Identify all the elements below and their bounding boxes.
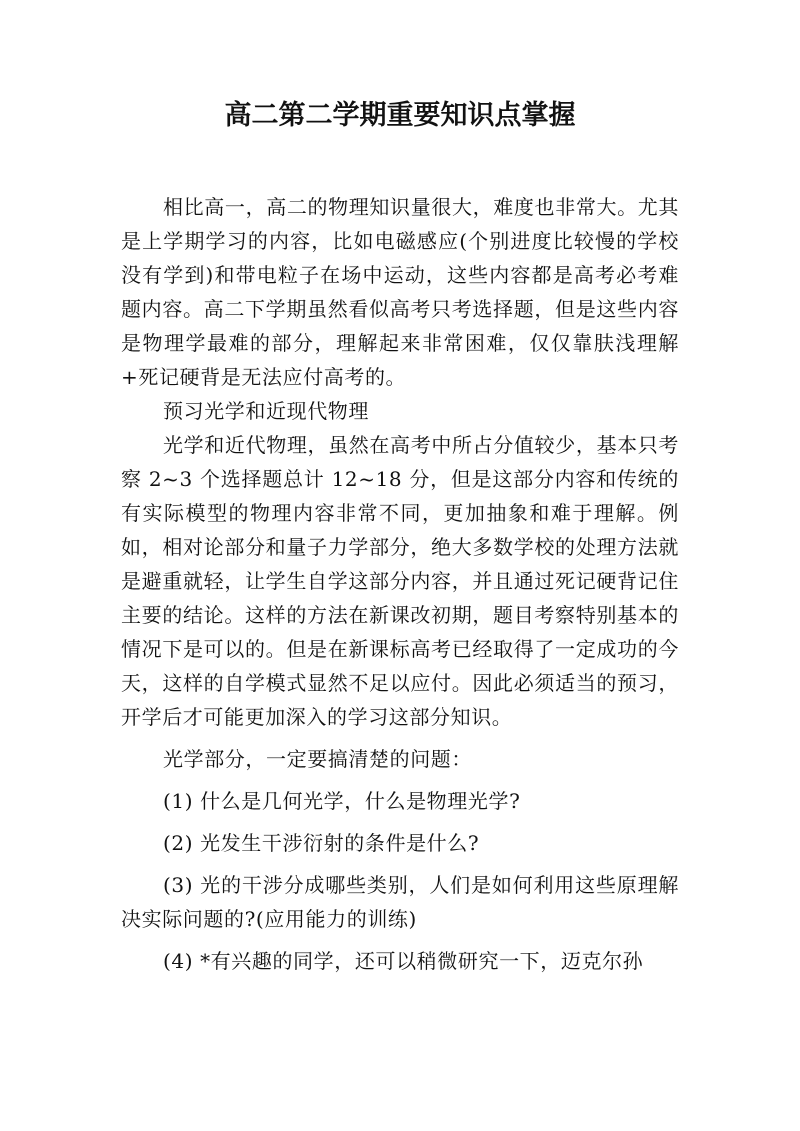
list-item-question-1: (1) 什么是几何光学，什么是物理光学? bbox=[163, 789, 521, 813]
paragraph-intro: 相比高一，高二的物理知识量很大，难度也非常大。尤其是上学期学习的内容，比如电磁感应(个别进度比较慢的学校没有学到)和带电粒子在场中运动，这些内容都是高考必考难题内容。高二下学期虽然看似高考只考选择题，但是这些内容是物理学最难的部分，理解起来非常困难，仅仅靠肤浅理解+死记硬背是无法应付高考的。 bbox=[121, 195, 679, 389]
list-item-question-4: (4) *有兴趣的同学，还可以稍微研究一下，迈克尔孙 bbox=[163, 949, 644, 973]
list-item-question-2: (2) 光发生干涉衍射的条件是什么? bbox=[163, 831, 480, 855]
section-heading-optics: 预习光学和近现代物理 bbox=[163, 399, 369, 423]
document-title: 高二第二学期重要知识点掌握 bbox=[224, 100, 576, 131]
paragraph-optics-modern-physics: 光学和近代物理，虽然在高考中所占分值较少，基本只考察 2~3 个选择题总计 12~18 分，但是这部分内容和传统的有实际模型的物理内容非常不同，更加抽象和难于理解。例如，相对论部分和量子力学部分，绝大多数学校的处理方法就是避重就轻，让学生自学这部分内容，并且通过死记硬背记住主要的结论。这样的方法在新课改初期，题目考察特别基本的情况下是可以的。但是在新课标高考已经取得了一定成功的今天，这样的自学模式显然不足以应付。因此必须适当的预习，开学后才可能更加深入的学习这部分知识。 bbox=[121, 433, 679, 729]
list-item-question-3: (3) 光的干涉分成哪些类别，人们是如何利用这些原理解决实际问题的?(应用能力的训练) bbox=[121, 873, 679, 931]
document-body bbox=[121, 190, 679, 978]
paragraph-optics-questions-intro: 光学部分，一定要搞清楚的问题： bbox=[163, 747, 472, 771]
